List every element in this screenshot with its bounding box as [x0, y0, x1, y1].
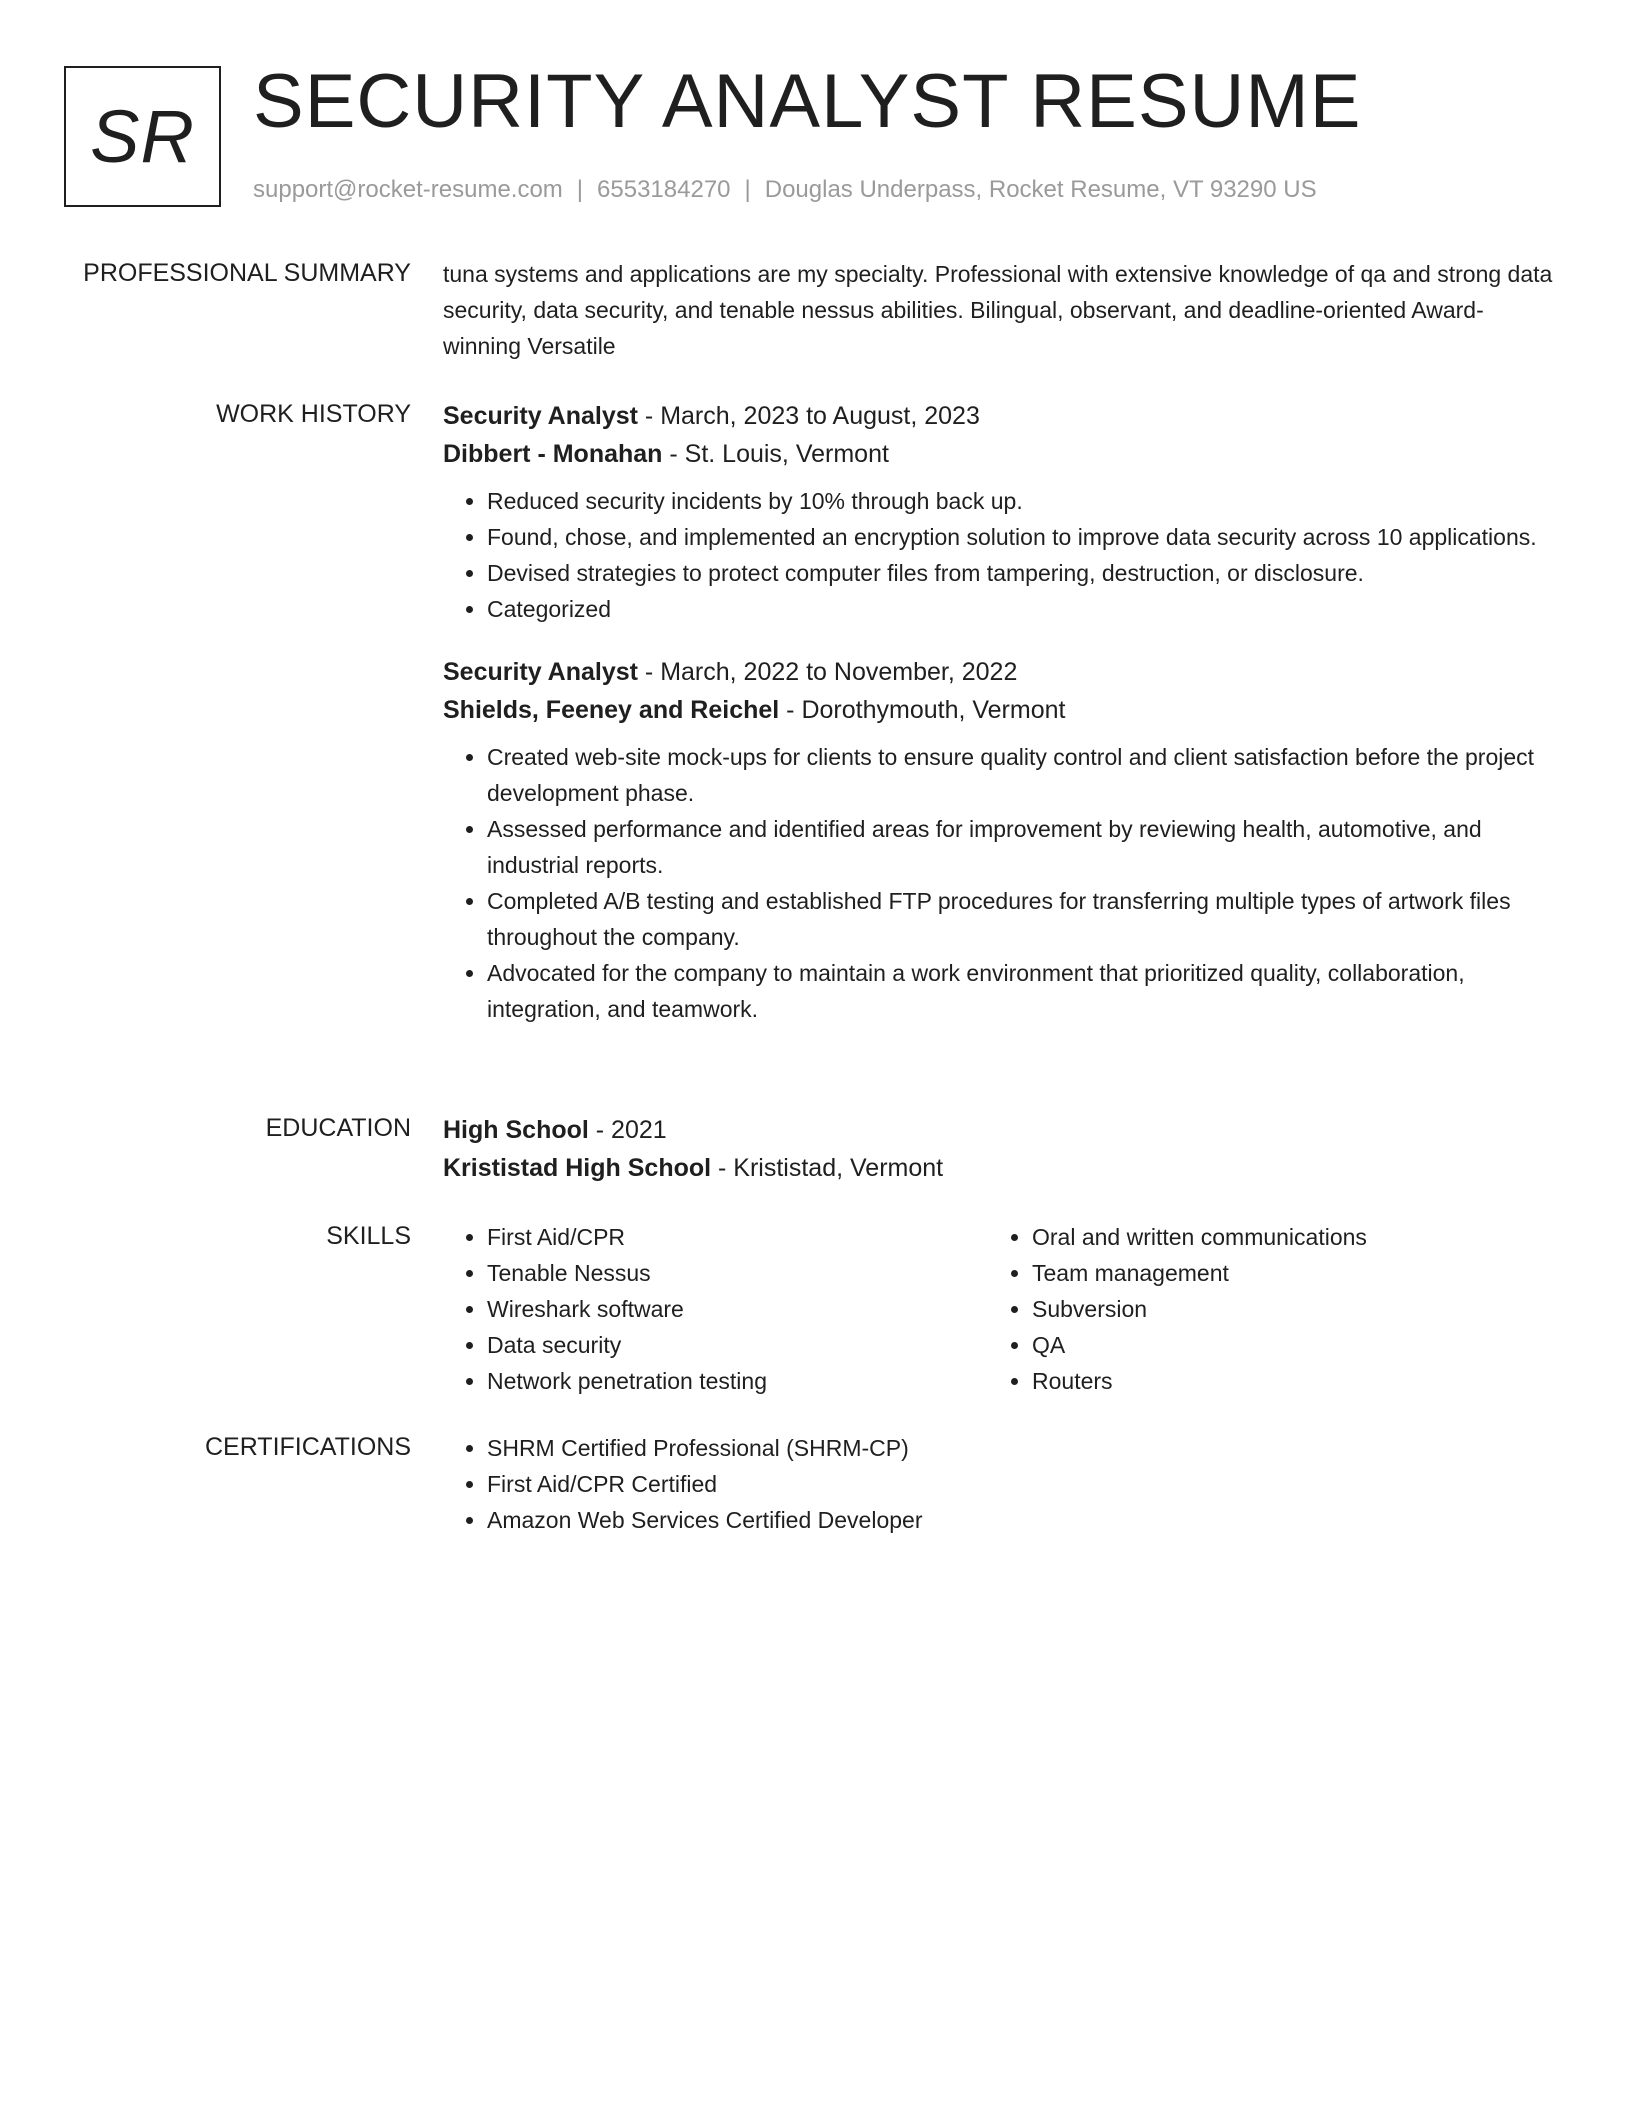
job-location: - St. Louis, Vermont — [662, 440, 889, 468]
list-item: • SHRM Certified Professional (SHRM-CP) — [487, 1430, 1553, 1466]
job-title-line — [443, 653, 1553, 691]
skills-column-right — [988, 1219, 1533, 1399]
skills-list-right — [988, 1219, 1533, 1399]
list-item: • Routers — [1032, 1363, 1533, 1399]
work-history-body — [443, 397, 1553, 1027]
job-dates: - March, 2023 to August, 2023 — [637, 402, 980, 430]
job-title: Security Analyst — [443, 658, 638, 686]
resume-title: SECURITY ANALYST RESUME — [253, 59, 1362, 144]
job-bullets — [443, 483, 1553, 627]
list-item: • Team management — [1032, 1255, 1533, 1291]
education-school-line — [443, 1149, 1553, 1187]
contact-separator: | — [744, 176, 751, 203]
job-entry — [443, 653, 1553, 1027]
job-title: Security Analyst — [443, 402, 638, 430]
list-item: • Assessed performance and identified areas for improvement by reviewing health, automotive, and industrial reports. — [487, 811, 1553, 883]
summary-body — [443, 256, 1553, 364]
list-item: • Network penetration testing — [487, 1363, 988, 1399]
contact-line — [253, 174, 1317, 206]
skills-list-left — [443, 1219, 988, 1399]
section-label-certifications: CERTIFICATIONS — [204, 1433, 411, 1461]
list-item: • Oral and written communications — [1032, 1219, 1533, 1255]
list-item: • QA — [1032, 1327, 1533, 1363]
skills-column-left — [443, 1219, 988, 1399]
list-item: • First Aid/CPR — [487, 1219, 988, 1255]
section-label-summary: PROFESSIONAL SUMMARY — [83, 259, 411, 287]
list-item: • Tenable Nessus — [487, 1255, 988, 1291]
job-entry — [443, 397, 1553, 627]
list-item: • Reduced security incidents by 10% through back up. — [487, 483, 1553, 519]
list-item: • Categorized — [487, 591, 1553, 627]
list-item: • Devised strategies to protect computer files from tampering, destruction, or disclosure. — [487, 555, 1553, 591]
education-school: Krististad High School — [443, 1154, 712, 1182]
list-item: • Created web-site mock-ups for clients to ensure quality control and client satisfaction before the project development phase. — [487, 739, 1553, 811]
job-title-line — [443, 397, 1553, 435]
education-degree: High School — [443, 1116, 589, 1144]
list-item: • Advocated for the company to maintain a work environment that prioritized quality, collaboration, integration, and teamwork. — [487, 955, 1553, 1027]
monogram: SR — [64, 66, 221, 207]
list-item: • Data security — [487, 1327, 988, 1363]
list-item: • Completed A/B testing and established FTP procedures for transferring multiple types of artwork files throughout the company. — [487, 883, 1553, 955]
job-company-line — [443, 435, 1553, 473]
education-location: - Krististad, Vermont — [711, 1154, 944, 1182]
list-item: • Found, chose, and implemented an encryption solution to improve data security across 10 applications. — [487, 519, 1553, 555]
contact-separator: | — [576, 176, 584, 203]
section-label-work-history: WORK HISTORY — [216, 400, 411, 428]
list-item: • Wireshark software — [487, 1291, 988, 1327]
contact-address: Douglas Underpass, Rocket Resume, VT 93290 US — [764, 176, 1317, 203]
list-item: • Amazon Web Services Certified Developer — [487, 1502, 1553, 1538]
education-body — [443, 1111, 1553, 1187]
list-item: • First Aid/CPR Certified — [487, 1466, 1553, 1502]
job-company-line — [443, 691, 1553, 729]
contact-phone: 6553184270 — [597, 176, 731, 203]
job-company: Dibbert - Monahan — [443, 440, 663, 468]
education-year: - 2021 — [588, 1116, 667, 1144]
section-label-education: EDUCATION — [265, 1114, 411, 1142]
job-dates: - March, 2022 to November, 2022 — [637, 658, 1018, 686]
job-location: - Dorothymouth, Vermont — [779, 696, 1066, 724]
contact-email: support@rocket-resume.com — [253, 176, 563, 203]
section-label-skills: SKILLS — [326, 1222, 411, 1250]
skills-body — [443, 1219, 1553, 1399]
education-degree-line — [443, 1111, 1553, 1149]
list-item: • Subversion — [1032, 1291, 1533, 1327]
skills-grid — [443, 1219, 1553, 1399]
job-company: Shields, Feeney and Reichel — [443, 696, 780, 724]
job-bullets — [443, 739, 1553, 1027]
summary-text: tuna systems and applications are my specialty. Professional with extensive knowledge of qa and strong data security, data security, and tenable nessus abilities. Bilingual, observant, and deadline-oriented Award-winning Versatile — [443, 261, 1553, 359]
certifications-body — [443, 1430, 1553, 1538]
certifications-list — [443, 1430, 1553, 1538]
